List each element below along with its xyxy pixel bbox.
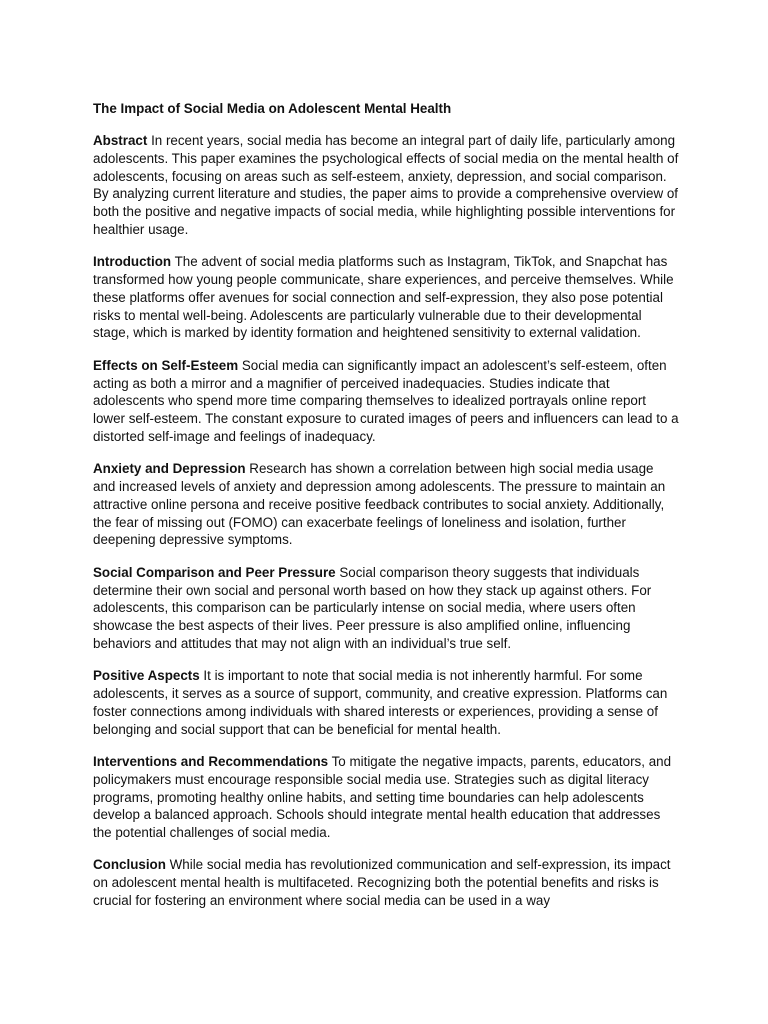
section-body: To mitigate the negative impacts, parents, educators, and policymakers must encourage responsible social media use. Strategies such as digital literacy programs, promoting healthy online habits, and setting time boundaries can help adolescents develop a balanced approach. Schools should integrate mental health education that addresses the potential challenges of social media.: [93, 753, 672, 841]
section-conclusion: [93, 856, 679, 909]
section-heading: Social Comparison and Peer Pressure: [93, 564, 336, 580]
section-heading: Positive Aspects: [93, 668, 200, 684]
section-introduction: [93, 253, 679, 342]
section-heading: Interventions and Recommendations: [93, 753, 329, 769]
section-body: The advent of social media platforms such as Instagram, TikTok, and Snapchat has transformed how young people communicate, share experiences, and perceive themselves. While these platforms offer avenues for social connection and self-expression, they also pose potential risks to mental well-being. Adolescents are particularly vulnerable due to their developmental stage, which is marked by identity formation and heightened sensitivity to external validation.: [93, 254, 674, 341]
section-body: Social media can significantly impact an adolescent’s self-esteem, often acting as both a mirror and a magnifier of perceived inadequacies. Studies indicate that adolescents who spend more time comparing themselves to idealized portrayals online report lower self-esteem. The constant exposure to curated images of peers and influencers can lead to a distorted self-image and feelings of inadequacy.: [93, 357, 679, 444]
section-heading: Abstract: [93, 133, 148, 148]
section-heading: Introduction: [93, 254, 172, 270]
section-heading: Anxiety and Depression: [93, 461, 246, 477]
section-heading: Conclusion: [93, 857, 166, 873]
section-body: Social comparison theory suggests that individuals determine their own social and personal worth based on how they stack up against others. For adolescents, this comparison can be particularly intense on social media, where users often showcase the best aspects of their lives. Peer pressure is also amplified online, influencing behaviors and attitudes that may not align with an individual’s true self.: [93, 564, 652, 651]
document-title: The Impact of Social Media on Adolescent Mental Health: [93, 101, 452, 116]
section-anxiety-depression: [93, 460, 679, 549]
section-body: Research has shown a correlation between high social media usage and increased levels of anxiety and depression among adolescents. The pressure to maintain an attractive online persona and receive positive feedback contributes to social anxiety. Additionally, the fear of missing out (FOMO) can exacerbate feelings of loneliness and isolation, further deepening depressive symptoms.: [93, 461, 666, 548]
section-body: It is important to note that social media is not inherently harmful. For some adolescents, it serves as a source of support, community, and creative expression. Platforms can foster connections among individuals with shared interests or experiences, providing a sense of belonging and social support that can be beneficial for mental health.: [93, 668, 668, 737]
section-interventions: [93, 753, 679, 842]
section-body: While social media has revolutionized communication and self-expression, its impact on adolescent mental health is multifaceted. Recognizing both the potential benefits and risks is crucial for fostering an environment where social media can be used in a way: [93, 857, 671, 908]
section-social-comparison: [93, 564, 679, 653]
section-body: In recent years, social media has become an integral part of daily life, particularly among adolescents. This paper examines the psychological effects of social media on the mental health of adolescents, focusing on areas such as self-esteem, anxiety, depression, and social comparison. By analyzing current literature and studies, the paper aims to provide a comprehensive overview of both the positive and negative impacts of social media, while highlighting possible interventions for healthier usage.: [93, 133, 679, 237]
document-page: [93, 100, 679, 924]
section-self-esteem: [93, 357, 679, 446]
section-positive-aspects: [93, 667, 679, 738]
section-heading: Effects on Self-Esteem: [93, 357, 239, 373]
section-abstract: [93, 132, 679, 239]
